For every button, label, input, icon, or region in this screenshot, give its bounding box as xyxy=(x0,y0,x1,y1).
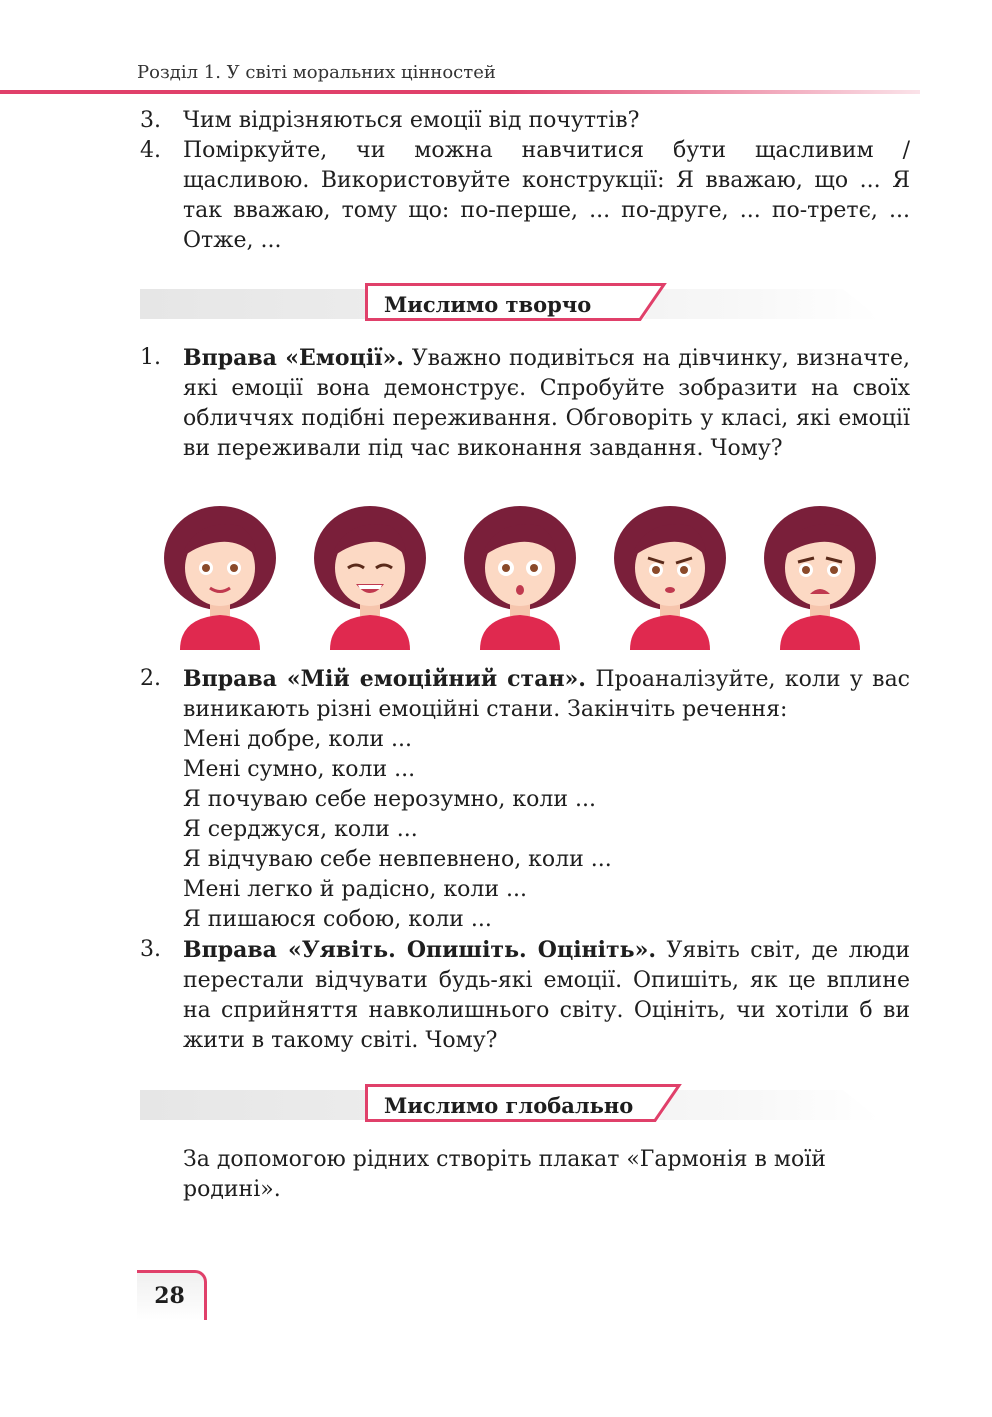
exercise-text: Уважно подивіться на дівчинку, визначте, які емоції вона демонструє. Спробуйте зобразити на своїх обличчях подібні переживання. Обговоріть у класі, які емоції ви переживали під час виконання завдання. Чому? xyxy=(183,346,910,461)
exercises-2-3 xyxy=(140,664,910,1056)
sentence-item: Я серджуся, коли ... xyxy=(183,817,418,842)
sentence-item: Мені добре, коли ... xyxy=(183,727,412,752)
banner-slant-icon xyxy=(643,1084,683,1122)
global-task xyxy=(183,1145,910,1205)
exercise-1-body xyxy=(183,343,910,464)
exercise-1 xyxy=(140,343,910,464)
exercise-number: 2. xyxy=(140,666,161,691)
question-text: Поміркуйте, чи можна навчитися бути щасливим / щасливою. Використовуйте конструкції: Я вважаю, що ... Я так вважаю, тому що: по-перше, ... по-друге, ... по-третє, ... Отже, ... xyxy=(183,138,910,253)
global-task-text: За допомогою рідних створіть плакат «Гармонія в моїй родині». xyxy=(183,1147,826,1202)
exercise-title: Вправа «Уявіть. Опишіть. Оцініть». xyxy=(183,937,656,963)
sad-girl-face-icon xyxy=(760,500,880,650)
surprised-girl-face-icon xyxy=(460,500,580,650)
question-number: 4. xyxy=(140,138,161,163)
exercise-number: 1. xyxy=(140,345,161,370)
exercise-3-body xyxy=(183,935,910,1056)
sentence-item: Я почуваю себе нерозумно, коли ... xyxy=(183,787,596,812)
laughing-girl-face-icon xyxy=(310,500,430,650)
exercise-title: Вправа «Емоції». xyxy=(183,345,404,371)
question-number: 3. xyxy=(140,108,161,133)
section-banner-global xyxy=(140,1084,910,1128)
chapter-header: Розділ 1. У світі моральних цінностей xyxy=(137,62,496,83)
sentence-item: Мені сумно, коли ... xyxy=(183,757,416,782)
question-4 xyxy=(140,136,910,256)
sentence-item: Я пишаюся собою, коли ... xyxy=(183,907,492,932)
sentence-item: Мені легко й радісно, коли ... xyxy=(183,877,528,902)
exercise-number: 3. xyxy=(140,937,161,962)
question-3 xyxy=(140,106,910,136)
angry-girl-face-icon xyxy=(610,500,730,650)
banner-slant-icon xyxy=(628,283,668,321)
sentence-list xyxy=(183,725,910,935)
header-divider xyxy=(0,90,920,94)
smiling-girl-face-icon xyxy=(160,500,280,650)
question-text: Чим відрізняються емоції від почуттів? xyxy=(183,108,640,133)
exercise-1-item xyxy=(140,343,910,464)
section-title-global: Мислимо глобально xyxy=(365,1084,645,1122)
exercise-text: Уявіть світ, де люди перестали відчувати будь-які емоції. Опишіть, як це вплине на сприйняття навколишнього світу. Оцініть, чи хотіли б ви жити в такому світі. Чому? xyxy=(183,938,910,1053)
exercise-title: Вправа «Мій емоційний стан». xyxy=(183,666,586,692)
exercise-3 xyxy=(140,935,910,1056)
exercise-text: Проаналізуйте, коли у вас виникають різні емоційні стани. Закінчіть речення: xyxy=(183,667,911,722)
page-number: 28 xyxy=(154,1283,185,1309)
exercise-2 xyxy=(140,664,910,935)
page-number-tab xyxy=(137,1270,207,1320)
exercise-2-body xyxy=(183,664,910,725)
top-questions xyxy=(140,106,910,256)
section-title-creative: Мислимо творчо xyxy=(365,283,630,321)
emotion-faces xyxy=(160,500,920,650)
sentence-item: Я відчуваю себе невпевнено, коли ... xyxy=(183,847,612,872)
section-banner-creative xyxy=(140,283,910,327)
